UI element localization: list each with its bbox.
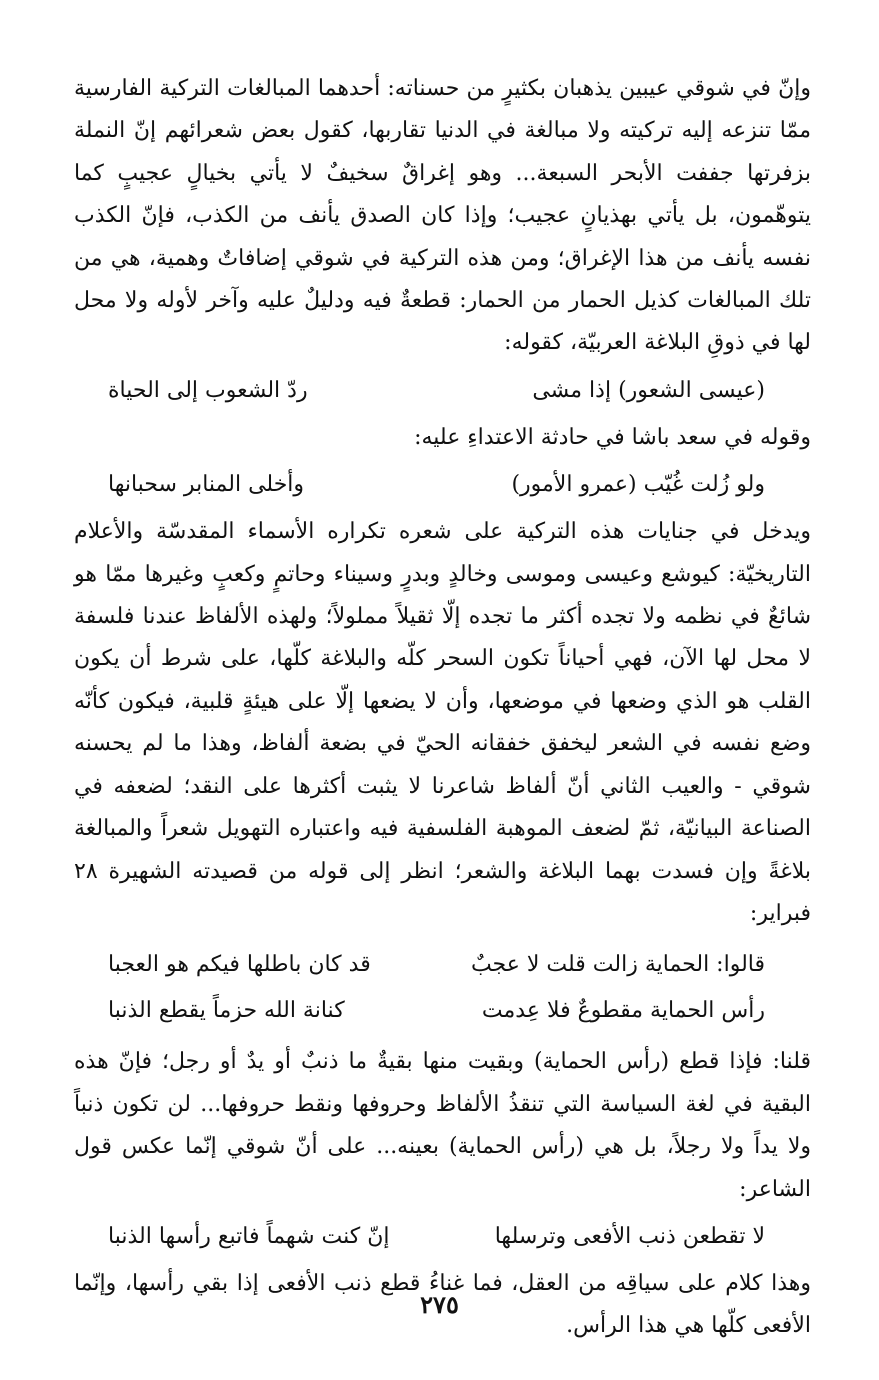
page-number: ٢٧٥: [420, 1290, 459, 1319]
verse-3b: [74, 991, 811, 1031]
paragraph-5: وهذا كلام على سياقِه من العقل، فما غناءُ قطع ذنب الأفعى إذا بقي رأسها، وإنّما الأفعى كلّها هي هذا الرأس.: [74, 1270, 811, 1339]
verse-2-second-hemistich: وأخلى المنابر سحبانها: [108, 472, 305, 498]
verse-4-second-hemistich: إنّ كنت شهماً فاتبع رأسها الذنبا: [108, 1223, 390, 1249]
verse-group-3: [74, 945, 811, 1031]
verse-3a: [74, 945, 811, 985]
verse-4-first-hemistich: لا تقطعن ذنب الأفعى وترسلها: [494, 1223, 765, 1249]
paragraph-3: ويدخل في جنايات هذه التركية على شعره تكراره الأسماء المقدسّة والأعلام التاريخيّة: كيوشع وعيسى وموسى وخالدٍ وبدرٍ وسيناء وحاتمٍ وكعبٍ وغيرها ممّا هو شائعٌ في نظمه ولا تجده أكثر ما تجده إلّا ثقيلاً مملولاً؛ ولهذه الألفاظ عندنا فلسفة لا محل لها الآن، فهي أحياناً تكون السحر كلّه والبلاغة كلّها، على شرط أن يكون القلب هو الذي وضعها في موضعها، وأن لا يضعها إلّا على هيئةٍ قلبية، فيكون كأنّه وضع نفسه في الشعر ليخفق خفقانه الحيّ في بضعة ألفاظ، وهذا ما لم يحسنه شوقي - والعيب الثاني أنّ ألفاظ شاعرنا لا يثبت أكثرها على النقد؛ لضعفه في الصناعة البيانيّة، ثمّ لضعف الموهبة الفلسفية فيه واعتباره التهويل شعراً والمبالغة بلاغةً وإن فسدت بهما البلاغة والشعر؛ انظر إلى قوله من قصيدته الشهيرة ٢٨ فبراير:: [74, 519, 811, 926]
paragraph-2: وقوله في سعد باشا في حادثة الاعتداءِ عليه:: [414, 424, 811, 450]
verse-2-first-hemistich: ولو زُلت غُيّب (عمرو الأمور): [511, 472, 765, 498]
verse-1-first-hemistich: (عيسى الشعور) إذا مشى: [532, 377, 765, 403]
verse-3b-first-hemistich: رأس الحماية مقطوعٌ فلا عِدمت: [481, 998, 765, 1024]
verse-3b-second-hemistich: كنانة الله حزماً يقطع الذنبا: [108, 998, 345, 1024]
verse-4: [74, 1217, 811, 1257]
verse-1: [74, 371, 811, 411]
paragraph-1: وإنّ في شوقي عيبين يذهبان بكثيرٍ من حسناته: أحدهما المبالغات التركية الفارسية ممّا تنزعه إليه تركيته ولا مبالغة في الدنيا تقاربها، كقول بعض شعرائهم إنّ النملة بزفرتها جففت الأبحر السبعة... وهو إغراقٌ سخيفٌ لا يأتي بخيالٍ عجيبٍ كما يتوهّمون، بل يأتي بهذيانٍ عجيب؛ وإذا كان الصدق يأنف من الكذب، فإنّ الكذب نفسه يأنف من هذا الإغراق؛ ومن هذه التركية في شوقي إضافاتٌ وهمية، هي من تلك المبالغات كذيل الحمار من الحمار: قطعةٌ فيه ودليلٌ عليه وآخر لأوله ولا محل لها في ذوقِ البلاغة العربيّة، كقوله:: [74, 76, 811, 356]
paragraph-4: قلنا: فإذا قطع (رأس الحماية) وبقيت منها بقيةٌ ما ذنبٌ أو يدٌ أو رجل؛ فإنّ هذه البقية في لغة السياسة التي تنقذُ الألفاظ وحروفها ونقط حروفها... لن تكون ذنباً ولا يداً ولا رجلاً، بل هي (رأس الحماية) بعينه... على أنّ شوقي إنّما عكس قول الشاعر:: [74, 1049, 811, 1202]
verse-1-second-hemistich: ردّ الشعوب إلى الحياة: [108, 377, 308, 403]
verse-3a-first-hemistich: قالوا: الحماية زالت قلت لا عجبٌ: [470, 952, 765, 978]
verse-3a-second-hemistich: قد كان باطلها فيكم هو العجبا: [108, 952, 371, 978]
verse-2: [74, 465, 811, 505]
